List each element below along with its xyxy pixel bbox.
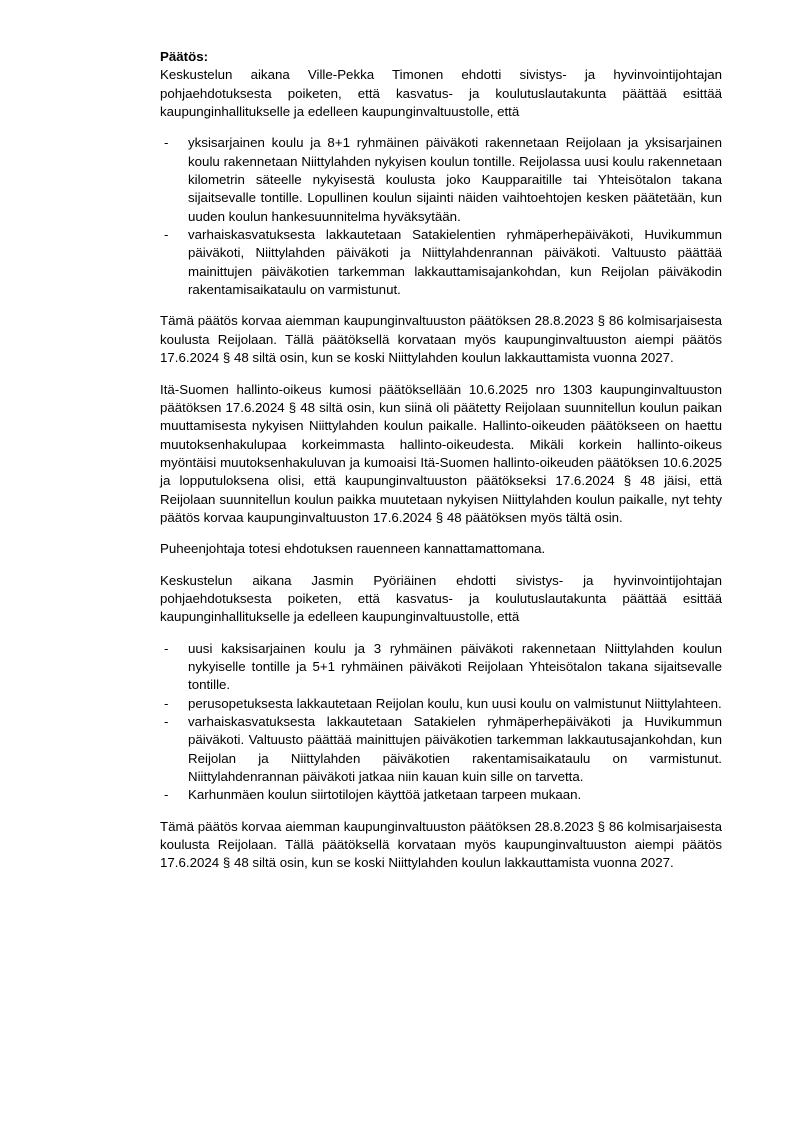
bullet-marker: - [164,135,169,151]
document-body [160,48,722,873]
bullet-list-first [160,134,722,299]
intro-paragraph: Keskustelun aikana Ville-Pekka Timonen ehdotti sivistys- ja hyvinvointijohtajan pohjaehdotuksesta poiketen, että kasvatus- ja koulutuslautakunta päättää esittää kaupunginhallitukselle ja edelleen kaupunginvaltuustolle, että [160,67,722,120]
paragraph-replaces-first: Tämä päätös korvaa aiemman kaupunginvaltuuston päätöksen 28.8.2023 § 86 kolmisarjaisesta koulusta Reijolaan. Tällä päätöksellä korvataan myös kaupunginvaltuuston aiempi päätös 17.6.2024 § 48 siltä osin, kun se koski Niittylahden koulun lakkauttamista vuonna 2027. [160,313,722,366]
paragraph-chairperson: Puheenjohtaja totesi ehdotuksen rauenneen kannattamattomana. [160,541,546,557]
list-item [160,786,722,804]
bullet-marker: - [164,640,169,656]
spacer [160,559,722,572]
spacer [160,299,722,312]
bullet-marker: - [164,714,169,729]
list-item [160,713,722,786]
list-item [160,226,722,299]
list-item-text: yksisarjainen koulu ja 8+1 ryhmäinen päiväkoti rakennetaan Reijolaan ja yksisarjainen koulu rakennetaan Niittylahden nykyisen koulun tontille. Reijolassa uusi koulu rakennetaan kilometrin säteelle nykyisestä koulusta joko Kaupparaitille tai Yhteisötalon takana sijaitsevalle tontille. Lopullinen koulun sijainti näiden vaihtoehtojen kesken päätetään, kun uuden koulun hankesuunnitelma hyväksytään. [188,135,722,224]
spacer [160,527,722,540]
paragraph-court-decision: Itä-Suomen hallinto-oikeus kumosi päätöksellään 10.6.2025 nro 1303 kaupunginvaltuuston päätöksen 17.6.2024 § 48 siltä osin, kun siinä oli päätetty Reijolaan suunnitellun koulun paikan muuttamisesta nykyisen Niittylahden koulun paikalle. Hallinto-oikeuden päätökseen on haettu muutoksenhakulupaa korkeimmasta hallinto-oikeudesta. Mikäli korkein hallinto-oikeus myöntäisi muutoksenhakuluvan ja kumoaisi Itä-Suomen hallinto-oikeuden päätöksen 10.6.2025 ja lopputuloksena olisi, että kaupunginvaltuuston päätökseksi 17.6.2024 § 48 jäisi, että Reijolaan suunnitellun koulun paikka muutetaan nykyisen Niittylahden koulun paikalle, nyt tehty päätös korvaa kaupunginvaltuuston 17.6.2024 § 48 päätöksen myös tältä osin. [160,381,722,525]
spacer [160,121,722,134]
bullet-marker: - [164,695,169,711]
bullet-marker: - [164,227,169,243]
list-item-text: perusopetuksesta lakkautetaan Reijolan koulu, kun uusi koulu on valmistunut Niittylahteen. [188,695,722,711]
bullet-marker: - [164,787,169,803]
list-item [160,640,722,695]
list-item-text: uusi kaksisarjainen koulu ja 3 ryhmäinen päiväkoti rakennetaan Niittylahden koulun nykyiselle tontille ja 5+1 ryhmäinen päiväkoti Reijolaan Yhteisötalon takana sijaitsevalle tontille. [188,640,722,693]
intro-paragraph-second: Keskustelun aikana Jasmin Pyöriäinen ehdotti sivistys- ja hyvinvointijohtajan pohjaehdotuksesta poiketen, että kasvatus- ja koulutuslautakunta päättää esittää kaupunginhallitukselle ja edelleen kaupunginvaltuustolle, että [160,572,722,625]
paragraph-replaces-second: Tämä päätös korvaa aiemman kaupunginvaltuuston päätöksen 28.8.2023 § 86 kolmisarjaisesta koulusta Reijolaan. Tällä päätöksellä korvataan myös kaupunginvaltuuston aiempi päätös 17.6.2024 § 48 siltä osin, kun se koski Niittylahden koulun lakkauttamista vuonna 2027. [160,818,722,871]
list-item-text: varhaiskasvatuksesta lakkautetaan Satakielentien ryhmäperhepäiväkoti, Huvikummun päiväkoti, Niittylahden päiväkoti ja Niittylahdenrannan päiväkoti. Valtuusto päättää mainittujen päiväkotien tarkemman lakkauttamisajankohdan, kun Reijolan päiväkodin rakentamisaikataulu on varmistunut. [188,227,722,298]
list-item [160,695,722,713]
page-title: Päätös: [160,49,209,64]
list-item [160,134,722,226]
list-item-text: varhaiskasvatuksesta lakkautetaan Satakielen ryhmäperhepäiväkoti ja Huvikummun päiväkoti. Valtuusto päättää mainittujen päiväkotien tarkemman lakkautusajankohdan, kun Reijolan ja Niittylahden päiväkotien rakentamisaikataulu on varmistunut. Niittylahdenrannan päiväkoti jatkaa niin kauan kuin sille on tarvetta. [188,714,722,785]
spacer [160,627,722,640]
list-item-text: Karhunmäen koulun siirtotilojen käyttöä jatketaan tarpeen mukaan. [188,787,582,803]
spacer [160,805,722,818]
spacer [160,368,722,381]
bullet-list-second [160,640,722,805]
